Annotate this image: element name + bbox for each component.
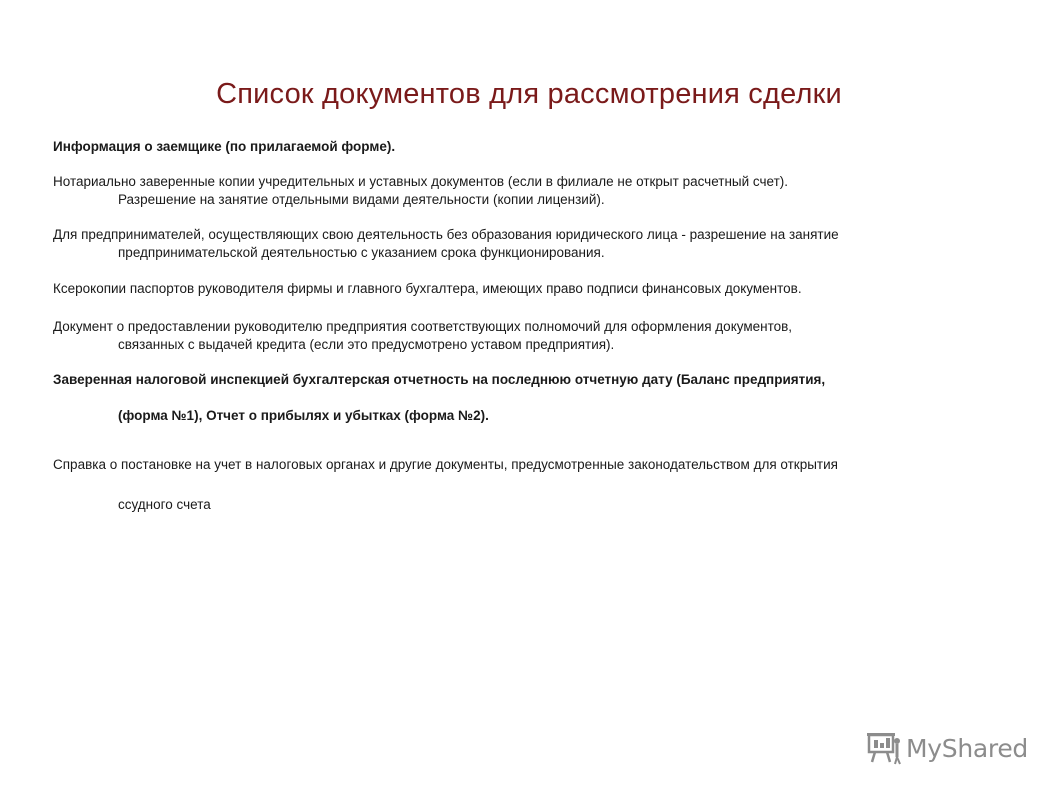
list-item-line: Разрешение на занятие отдельными видами деятельности (копии лицензий). xyxy=(118,192,605,207)
list-item-line: Информация о заемщике (по прилагаемой форме). xyxy=(53,139,396,154)
list-item-line: Ксерокопии паспортов руководителя фирмы и главного бухгалтера, имеющих право подписи финансовых документов. xyxy=(53,281,802,296)
list-item-tax-registration xyxy=(53,456,1033,514)
myshared-logo xyxy=(866,730,1028,766)
list-item-passports xyxy=(53,280,1033,298)
list-item-line: Справка о постановке на учет в налоговых органах и другие документы, предусмотренные законодательством для открытия xyxy=(53,457,838,472)
list-item-line: Для предпринимателей, осуществляющих свою деятельность без образования юридического лица - разрешение на занятие xyxy=(53,227,839,242)
list-item-line: Нотариально заверенные копии учредительных и уставных документов (если в филиале не открыт расчетный счет). xyxy=(53,174,789,189)
list-item-tax-reporting xyxy=(53,371,1033,425)
list-item-line: связанных с выдачей кредита (если это предусмотрено уставом предприятия). xyxy=(118,337,615,352)
list-item-line: ссудного счета xyxy=(118,497,211,512)
list-item-line: Документ о предоставлении руководителю предприятия соответствующих полномочий для оформления документов, xyxy=(53,319,793,334)
presentation-board-icon xyxy=(866,731,902,765)
list-item-line: предпринимательской деятельностью с указанием срока функционирования. xyxy=(118,245,605,260)
list-item-line: Заверенная налоговой инспекцией бухгалтерская отчетность на последнюю отчетную дату (Баланс предприятия, xyxy=(53,372,826,387)
list-item-notarized-copies xyxy=(53,173,1033,209)
list-item-borrower-info xyxy=(53,138,1033,156)
page-title: Список документов для рассмотрения сделки xyxy=(216,78,842,110)
logo-text: MyShared xyxy=(906,733,1028,763)
list-item-entrepreneurs xyxy=(53,226,1033,262)
list-item-authority-document xyxy=(53,318,1033,354)
list-item-line: (форма №1), Отчет о прибылях и убытках (форма №2). xyxy=(118,408,489,423)
